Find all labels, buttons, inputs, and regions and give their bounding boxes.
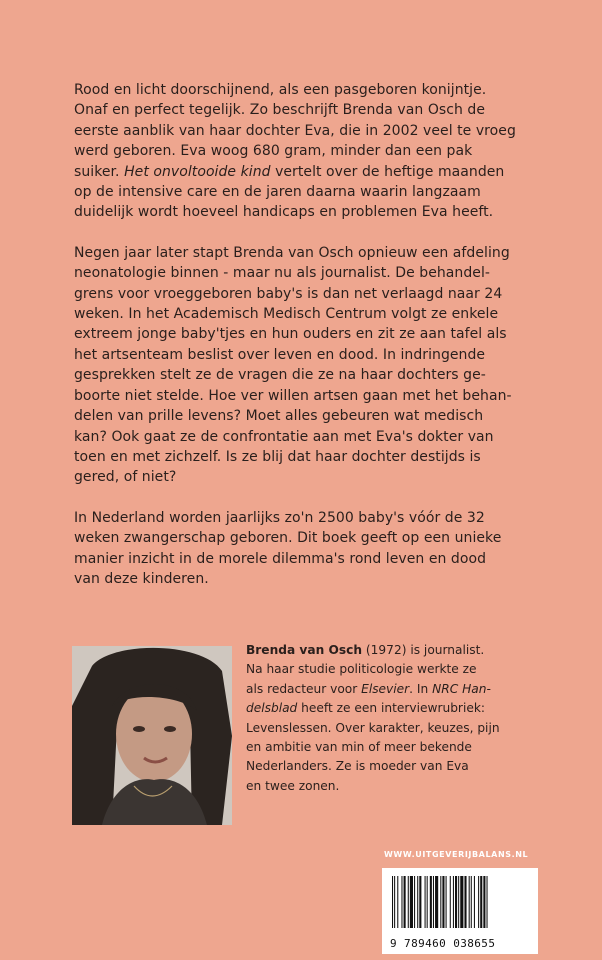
text-line: gesprekken stelt ze de vragen die ze na haar dochters ge- (74, 367, 486, 384)
publication-name: Elsevier (361, 681, 410, 696)
barcode-bars (392, 876, 528, 928)
barcode-bar (430, 876, 432, 928)
text-segment: suiker. (74, 163, 120, 180)
barcode-bar (417, 876, 418, 928)
text-line: van deze kinderen. (74, 570, 209, 587)
barcode-bar (427, 876, 428, 928)
barcode-bar (474, 876, 475, 928)
barcode-bar (450, 876, 451, 928)
text-line: boorte niet stelde. Hoe ver willen artsen gaan met het behan- (74, 387, 512, 404)
barcode-bar (414, 876, 415, 928)
publisher-url[interactable]: WWW.UITGEVERIJBALANS.NL (384, 850, 529, 859)
author-bio (246, 641, 586, 796)
barcode-bar (394, 876, 395, 928)
text-line: kan? Ook gaat ze de confrontatie aan met Eva's dokter van (74, 428, 494, 445)
text-line: Na haar studie politicologie werkte ze (246, 662, 477, 677)
text-segment: (1972) is journalist. (362, 643, 485, 657)
barcode-bar (487, 876, 488, 928)
barcode-bar (397, 876, 398, 928)
barcode-bar (464, 876, 466, 928)
text-line (246, 641, 586, 660)
barcode-bar (455, 876, 457, 928)
barcode-bar (458, 876, 459, 928)
text-line (246, 680, 586, 699)
barcode-bar (471, 876, 472, 928)
text-line: extreem jonge baby'tjes en hun ouders en zit ze aan tafel als (74, 326, 507, 343)
text-line: neonatologie binnen - maar nu als journalist. De behandel- (74, 265, 490, 282)
barcode-bar (433, 876, 434, 928)
barcode (382, 868, 538, 954)
text-line: werd geboren. Eva woog 680 gram, minder dan een pak (74, 143, 473, 160)
text-line: op de intensive care en de jaren daarna waarin langzaam (74, 184, 481, 201)
author-portrait-illustration (72, 646, 232, 825)
text-line: gered, of niet? (74, 469, 177, 486)
text-line: en ambitie van min of meer bekende (246, 740, 472, 755)
text-line: manier inzicht in de morele dilemma's rond leven en dood (74, 550, 487, 567)
isbn-number: 9 789460 038655 (390, 937, 496, 950)
barcode-bar (483, 876, 485, 928)
text-line: Nederlanders. Ze is moeder van Eva (246, 759, 469, 774)
barcode-bar (404, 876, 406, 928)
text-segment: heeft ze een interviewrubriek: (297, 701, 485, 716)
barcode-bar (435, 876, 438, 928)
text-line: grens voor vroeggeboren baby's is dan net verlaagd naar 24 (74, 285, 503, 302)
text-segment: vertelt over de heftige maanden (270, 163, 505, 180)
barcode-bar (480, 876, 482, 928)
text-line: delen van prille levens? Moet alles gebeuren wat medisch (74, 408, 484, 425)
text-line: eerste aanblik van haar dochter Eva, die in 2002 veel te vroeg (74, 122, 516, 139)
barcode-bar (440, 876, 441, 928)
publication-name: delsblad (246, 701, 298, 716)
text-segment: als redacteur voor (246, 681, 362, 696)
text-line: duidelijk wordt hoeveel handicaps en problemen Eva heeft. (74, 204, 494, 221)
text-line: weken. In het Academisch Medisch Centrum volgt ze enkele (74, 306, 499, 323)
barcode-bar (453, 876, 454, 928)
publication-name: NRC Han- (432, 681, 491, 696)
book-title: Het onvoltooide kind (124, 163, 271, 180)
text-line: Negen jaar later stapt Brenda van Osch opnieuw een afdeling (74, 244, 510, 261)
text-line: Levenslessen. Over karakter, keuzes, pijn (246, 720, 500, 735)
barcode-bar (408, 876, 409, 928)
text-line: toen en met zichzelf. Is ze blij dat haar dochter destijds is (74, 448, 481, 465)
barcode-bar (442, 876, 444, 928)
text-segment: . In (409, 681, 433, 696)
barcode-bar (392, 876, 393, 928)
text-line (74, 162, 574, 182)
author-name: Brenda van Osch (246, 643, 363, 657)
text-line: en twee zonen. (246, 778, 340, 793)
barcode-bar (460, 876, 463, 928)
text-line: weken zwangerschap geboren. Dit boek geeft op een unieke (74, 530, 502, 547)
back-cover-blurb (74, 80, 574, 609)
barcode-bar (469, 876, 470, 928)
barcode-bar (419, 876, 421, 928)
text-line: Rood en licht doorschijnend, als een pasgeboren konijntje. (74, 82, 487, 98)
barcode-bar (478, 876, 479, 928)
barcode-bar (446, 876, 447, 928)
text-line: In Nederland worden jaarlijks zo'n 2500 baby's vóór de 32 (74, 509, 485, 526)
barcode-bar (401, 876, 402, 928)
barcode-bar (410, 876, 413, 928)
text-line: het artsenteam beslist over leven en dood. In indringende (74, 346, 486, 363)
text-line (246, 699, 586, 718)
blurb-paragraph-1 (74, 80, 574, 223)
barcode-bar (425, 876, 426, 928)
blurb-paragraph-3 (74, 508, 574, 590)
author-photo (72, 646, 232, 825)
blurb-paragraph-2 (74, 243, 574, 488)
text-line: Onaf en perfect tegelijk. Zo beschrijft Brenda van Osch de (74, 102, 486, 119)
